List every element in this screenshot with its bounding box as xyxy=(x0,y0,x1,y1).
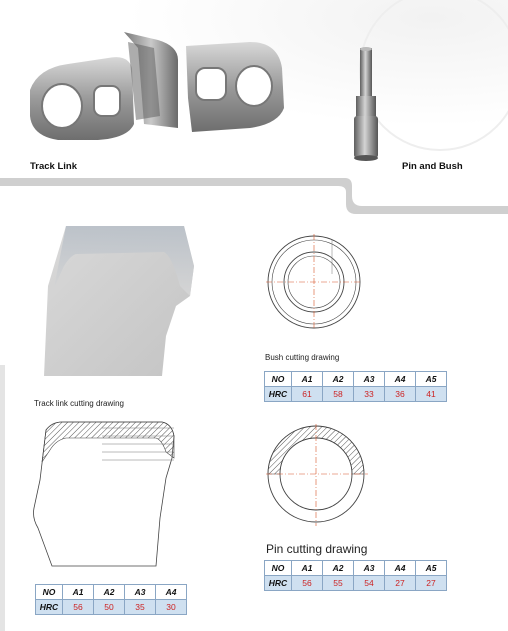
pin-cutting-drawing xyxy=(264,422,374,530)
table-row xyxy=(36,600,187,615)
table-header-cell: A1 xyxy=(63,585,94,600)
table-header-cell: NO xyxy=(265,372,292,387)
track-link-cutting-drawing xyxy=(32,418,182,578)
table-header-cell: A4 xyxy=(385,561,416,576)
hrc-value: 35 xyxy=(125,600,156,615)
table-header-cell: NO xyxy=(36,585,63,600)
table-header-row xyxy=(36,585,187,600)
hrc-value: 50 xyxy=(94,600,125,615)
table-row xyxy=(265,387,447,402)
table-header-cell: A5 xyxy=(416,372,447,387)
table-header-row xyxy=(265,372,447,387)
table-header-cell: A5 xyxy=(416,561,447,576)
hrc-value: 54 xyxy=(354,576,385,591)
bush-cutting-caption: Bush cutting drawing xyxy=(265,353,340,362)
hrc-value: 55 xyxy=(323,576,354,591)
table-row xyxy=(265,576,447,591)
table-header-cell: A3 xyxy=(354,561,385,576)
track-link-caption: Track Link xyxy=(30,161,77,172)
pin-hrc-table xyxy=(264,560,447,591)
hrc-value: 33 xyxy=(354,387,385,402)
table-header-cell: NO xyxy=(265,561,292,576)
hrc-value: 56 xyxy=(63,600,94,615)
hrc-value: 30 xyxy=(156,600,187,615)
table-header-cell: A3 xyxy=(354,372,385,387)
bush-cutting-drawing xyxy=(262,234,370,334)
hrc-value: 56 xyxy=(292,576,323,591)
row-label: HRC xyxy=(265,387,292,402)
table-header-cell: A3 xyxy=(125,585,156,600)
table-header-cell: A1 xyxy=(292,561,323,576)
hrc-value: 58 xyxy=(323,387,354,402)
row-label: HRC xyxy=(265,576,292,591)
table-header-cell: A1 xyxy=(292,372,323,387)
link-hrc-table xyxy=(35,584,187,615)
hrc-value: 41 xyxy=(416,387,447,402)
track-link-cutting-caption: Track link cutting drawing xyxy=(34,399,124,408)
table-header-cell: A2 xyxy=(94,585,125,600)
table-header-cell: A4 xyxy=(156,585,187,600)
hrc-value: 36 xyxy=(385,387,416,402)
table-header-cell: A2 xyxy=(323,372,354,387)
hrc-value: 61 xyxy=(292,387,323,402)
track-link-photo xyxy=(28,28,288,146)
track-link-section-photo xyxy=(44,226,196,386)
table-header-cell: A2 xyxy=(323,561,354,576)
table-header-cell: A4 xyxy=(385,372,416,387)
pin-bush-photo xyxy=(348,44,384,166)
pin-bush-caption: Pin and Bush xyxy=(402,161,463,172)
side-stripe xyxy=(0,365,5,631)
hrc-value: 27 xyxy=(385,576,416,591)
bush-hrc-table xyxy=(264,371,447,402)
banner-divider xyxy=(0,178,508,214)
hrc-value: 27 xyxy=(416,576,447,591)
row-label: HRC xyxy=(36,600,63,615)
table-header-row xyxy=(265,561,447,576)
pin-cutting-caption: Pin cutting drawing xyxy=(266,542,368,556)
